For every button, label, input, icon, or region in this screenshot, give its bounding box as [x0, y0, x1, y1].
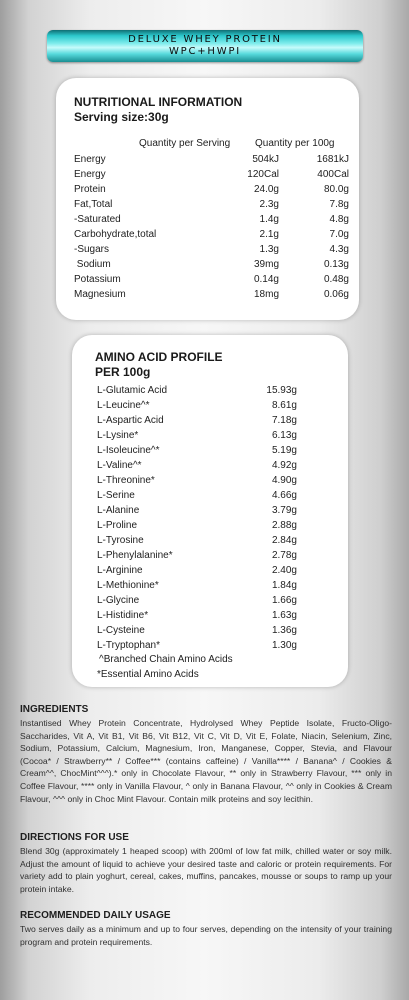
amino-name: L-Tryptophan*: [97, 640, 160, 651]
per-serving-value: 39mg: [253, 259, 279, 270]
amino-per-100g: PER 100g: [95, 365, 151, 379]
per-100g-value: 4.8g: [329, 214, 349, 225]
serving-size: Serving size:30g: [74, 110, 169, 124]
nutrition-row: [74, 259, 349, 273]
per-serving-value: 2.1g: [259, 229, 279, 240]
eaa-footnote: *Essential Amino Acids: [97, 669, 199, 680]
amino-value: 2.40g: [271, 565, 297, 576]
nutrient-name: Protein: [74, 184, 106, 195]
ingredients-text: Instantised Whey Protein Concentrate, Hydrolysed Whey Peptide Isolate, Fructo-Oligo-Saccharides, Vit A, Vit B1, Vit B6, Vit B12, Vit C, Vit D, Vit E, Folate, Niacin, Selenium, Zinc, Sodium, Potassium, Calcium, Magnesium, Iron, Manganese, Copper, Stevia, and Flavour (Cocoa* / Strawberry** / Coffee*** (contains caffeine) / Vanilla**** / Banana^ / Cookies & Cream^^, ChocMint^^^).* only in Chocolate Flavour, ** only in Strawberry Flavour, *** only in Coffee Flavour, **** only in Vanilla Flavour, ^ only in Banana Flavour, ^^ only in Cookies & Cream Flavour, ^^^ only in Choc Mint Flavour. Contain milk proteins and soy lecithin.: [20, 718, 392, 804]
nutrition-row: [74, 274, 349, 288]
amino-name: L-Histidine*: [97, 610, 149, 621]
amino-row: [97, 550, 297, 564]
directions-text: Blend 30g (approximately 1 heaped scoop) with 200ml of low fat milk, chilled water or soy milk. Adjust the amount of liquid to achieve your desired taste and caloric or protein requirements. For variety add to plain yoghurt, cereal, cakes, muffins, pancakes, mousse or soups to ramp up your protein intake.: [20, 846, 392, 894]
per-serving-value: 1.3g: [259, 244, 279, 255]
amino-value: 3.79g: [271, 505, 297, 516]
nutrition-row: [74, 154, 349, 168]
amino-acid-panel: [72, 335, 348, 687]
per-100g-value: 0.13g: [323, 259, 349, 270]
amino-row: [97, 430, 297, 444]
nutrition-row: [74, 184, 349, 198]
nutrient-name: Energy: [74, 154, 106, 165]
amino-name: L-Serine: [97, 490, 135, 501]
amino-row: [97, 580, 297, 594]
nutrient-name: Sodium: [74, 259, 111, 270]
amino-name: L-Arginine: [97, 565, 143, 576]
amino-name: L-Valine^*: [97, 460, 142, 471]
amino-value: 7.18g: [271, 415, 297, 426]
amino-row: [97, 490, 297, 504]
amino-row: [97, 610, 297, 624]
amino-name: L-Tyrosine: [97, 535, 144, 546]
amino-name: L-Glycine: [97, 595, 140, 606]
bcaa-footnote: ^Branched Chain Amino Acids: [99, 654, 233, 665]
amino-name: L-Glutamic Acid: [97, 385, 168, 396]
amino-value: 8.61g: [271, 400, 297, 411]
amino-value: 4.92g: [271, 460, 297, 471]
product-name: DELUXE WHEY PROTEIN: [128, 34, 282, 45]
amino-row: [97, 640, 297, 654]
amino-value: 4.66g: [271, 490, 297, 501]
amino-name: L-Alanine: [97, 505, 140, 516]
amino-name: L-Leucine^*: [97, 400, 150, 411]
nutrition-row: [74, 244, 349, 258]
amino-value: 1.84g: [271, 580, 297, 591]
nutrition-row: [74, 229, 349, 243]
per-serving-value: 24.0g: [253, 184, 279, 195]
amino-row: [97, 445, 297, 459]
nutrition-row: [74, 289, 349, 303]
amino-row: [97, 400, 297, 414]
amino-name: L-Methionine*: [97, 580, 159, 591]
per-serving-value: 2.3g: [259, 199, 279, 210]
amino-name: L-Proline: [97, 520, 138, 531]
per-100g-value: 7.8g: [329, 199, 349, 210]
per-serving-value: 120Cal: [247, 169, 279, 180]
per-serving-value: 0.14g: [253, 274, 279, 285]
per-100g-value: 0.06g: [323, 289, 349, 300]
per-serving-value: 504kJ: [252, 154, 279, 165]
amino-name: L-Threonine*: [97, 475, 155, 486]
nutrient-name: Potassium: [74, 274, 121, 285]
amino-row: [97, 385, 297, 399]
ingredients-heading: INGREDIENTS: [20, 704, 89, 715]
amino-row: [97, 460, 297, 474]
per-100g-value: 7.0g: [329, 229, 349, 240]
amino-row: [97, 625, 297, 639]
usage-text: Two serves daily as a minimum and up to four serves, depending on the intensity of your training program and protein requirements.: [20, 924, 392, 947]
per-serving-value: 1.4g: [259, 214, 279, 225]
nutrient-name: -Saturated: [74, 214, 121, 225]
nutrition-row: [74, 214, 349, 228]
amino-value: 1.30g: [271, 640, 297, 651]
column-header-serving: Quantity per Serving: [139, 138, 231, 149]
nutrition-title: NUTRITIONAL INFORMATION: [74, 95, 243, 109]
amino-row: [97, 565, 297, 579]
amino-value: 5.19g: [271, 445, 297, 456]
usage-heading: RECOMMENDED DAILY USAGE: [20, 910, 171, 921]
amino-row: [97, 415, 297, 429]
amino-name: L-Aspartic Acid: [97, 415, 164, 426]
nutrient-name: Magnesium: [74, 289, 126, 300]
amino-row: [97, 505, 297, 519]
per-100g-value: 1681kJ: [316, 154, 349, 165]
nutrient-name: Fat,Total: [74, 199, 113, 210]
amino-value: 2.84g: [271, 535, 297, 546]
amino-row: [97, 595, 297, 609]
nutrition-row: [74, 199, 349, 213]
column-header-100g: Quantity per 100g: [255, 138, 335, 149]
nutrient-name: Carbohydrate,total: [74, 229, 157, 240]
amino-value: 1.36g: [271, 625, 297, 636]
amino-row: [97, 475, 297, 489]
amino-value: 1.66g: [271, 595, 297, 606]
nutrient-name: Energy: [74, 169, 106, 180]
amino-value: 1.63g: [271, 610, 297, 621]
per-100g-value: 0.48g: [323, 274, 349, 285]
directions-heading: DIRECTIONS FOR USE: [20, 832, 129, 843]
amino-value: 2.88g: [271, 520, 297, 531]
nutrient-name: -Sugars: [74, 244, 110, 255]
per-100g-value: 400Cal: [317, 169, 349, 180]
amino-title: AMINO ACID PROFILE: [95, 350, 223, 364]
nutrition-panel: [56, 78, 359, 320]
nutrition-row: [74, 169, 349, 183]
amino-name: L-Cysteine: [97, 625, 145, 636]
product-banner: [47, 30, 363, 62]
per-serving-value: 18mg: [253, 289, 279, 300]
amino-value: 15.93g: [266, 385, 297, 396]
amino-name: L-Lysine*: [97, 430, 139, 441]
per-100g-value: 80.0g: [323, 184, 349, 195]
per-100g-value: 4.3g: [329, 244, 349, 255]
amino-row: [97, 535, 297, 549]
product-variant: WPC+HWPI: [168, 46, 242, 57]
amino-name: L-Phenylalanine*: [97, 550, 173, 561]
amino-value: 6.13g: [271, 430, 297, 441]
amino-name: L-Isoleucine^*: [97, 445, 160, 456]
amino-value: 4.90g: [271, 475, 297, 486]
amino-value: 2.78g: [271, 550, 297, 561]
amino-row: [97, 520, 297, 534]
